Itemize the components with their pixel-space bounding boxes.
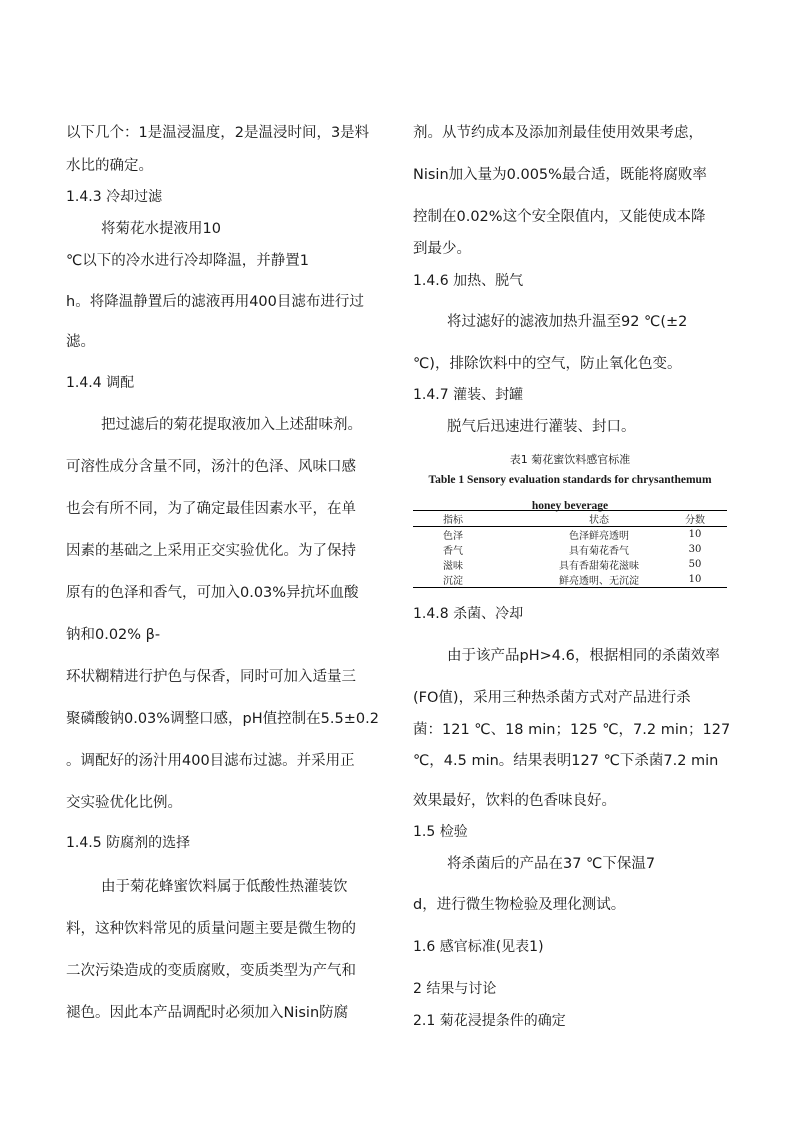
body-line: ℃以下的冷水进行冷却降温，并静置1 bbox=[66, 253, 310, 269]
body-line: 效果最好，饮料的色香味良好。 bbox=[413, 793, 616, 809]
body-line: 因素的基础之上采用正交实验优化。为了保持 bbox=[66, 543, 356, 559]
body-line: ℃，4.5 min。结果表明127 ℃下杀菌7.2 min bbox=[413, 753, 719, 769]
body-line: 脱气后迅速进行灌装、封口。 bbox=[447, 419, 636, 435]
body-line: 钠和0.02% β- bbox=[66, 627, 161, 643]
column-header: 指标 bbox=[443, 515, 463, 526]
section-heading-1-5: 1.5 检验 bbox=[413, 824, 468, 840]
body-line: 可溶性成分含量不同，汤汁的色泽、风味口感 bbox=[66, 459, 356, 475]
table-cell: 具有香甜菊花滋味 bbox=[559, 561, 639, 572]
body-line: 滤。 bbox=[66, 334, 95, 350]
body-line: 料，这种饮料常见的质量问题主要是微生物的 bbox=[66, 921, 356, 937]
body-line: 交实验优化比例。 bbox=[66, 795, 182, 811]
body-line: 褪色。因此本产品调配时必须加入Nisin防腐 bbox=[66, 1005, 349, 1021]
section-heading-1-6: 1.6 感官标准(见表1) bbox=[413, 939, 544, 955]
section-heading-1-4-6: 1.4.6 加热、脱气 bbox=[413, 273, 524, 289]
body-line: 环状糊精进行护色与保香，同时可加入适量三 bbox=[66, 669, 356, 685]
sensory-standards-table bbox=[413, 510, 727, 588]
section-heading-2-1: 2.1 菊花浸提条件的确定 bbox=[413, 1013, 566, 1029]
body-line: (FO值)，采用三种热杀菌方式对产品进行杀 bbox=[413, 690, 691, 706]
table-row bbox=[413, 527, 727, 543]
table-cell: 10 bbox=[688, 574, 702, 585]
table-cell: 色泽鲜亮透明 bbox=[569, 531, 629, 542]
section-heading-1-4-7: 1.4.7 灌装、封罐 bbox=[413, 387, 524, 403]
column-header: 分数 bbox=[685, 515, 705, 526]
section-heading-1-4-8: 1.4.8 杀菌、冷却 bbox=[413, 606, 524, 622]
body-line: 将过滤好的滤液加热升温至92 ℃(±2 bbox=[447, 314, 688, 330]
table-row bbox=[413, 557, 727, 572]
table-cell: 香气 bbox=[443, 546, 463, 557]
table-cell: 10 bbox=[688, 529, 702, 540]
body-line: 以下几个：1是温浸温度，2是温浸时间，3是料 bbox=[66, 125, 370, 141]
body-line: 将菊花水提液用10 bbox=[101, 221, 221, 237]
body-line: 二次污染造成的变质腐败，变质类型为产气和 bbox=[66, 963, 356, 979]
body-line: 将杀菌后的产品在37 ℃下保温7 bbox=[447, 856, 656, 872]
body-line: 。调配好的汤汁用400目滤布过滤。并采用正 bbox=[66, 753, 355, 769]
section-heading-1-4-3: 1.4.3 冷却过滤 bbox=[66, 189, 163, 205]
body-line: d，进行微生物检验及理化测试。 bbox=[413, 897, 626, 913]
table-cell: 具有菊花香气 bbox=[569, 546, 629, 557]
table-cell: 鲜亮透明、无沉淀 bbox=[559, 576, 639, 587]
section-heading-2: 2 结果与讨论 bbox=[413, 981, 497, 997]
table-header-row bbox=[413, 511, 727, 527]
body-line: 菌：121 ℃、18 min；125 ℃，7.2 min；127 bbox=[413, 722, 731, 738]
body-line: Nisin加入量为0.005%最合适，既能将腐败率 bbox=[413, 167, 707, 183]
table-caption-en: Table 1 Sensory evaluation standards for chrysanthemum honey beverage bbox=[428, 474, 712, 512]
column-header: 状态 bbox=[589, 515, 609, 526]
body-line: h。将降温静置后的滤液再用400目滤布进行过 bbox=[66, 294, 364, 310]
body-line: 由于该产品pH>4.6，根据相同的杀菌效率 bbox=[447, 648, 720, 664]
body-line: 控制在0.02%这个安全限值内，又能使成本降 bbox=[413, 209, 706, 225]
table-row bbox=[413, 542, 727, 557]
table-cell: 50 bbox=[688, 559, 702, 570]
body-line: 把过滤后的菊花提取液加入上述甜味剂。 bbox=[101, 417, 362, 433]
table-caption-cn: 表1 菊花蜜饮料感官标准 bbox=[509, 453, 631, 466]
body-line: 由于菊花蜂蜜饮料属于低酸性热灌装饮 bbox=[101, 879, 348, 895]
body-line: 也会有所不同，为了确定最佳因素水平，在单 bbox=[66, 501, 356, 517]
table-cell: 滋味 bbox=[443, 561, 463, 572]
body-line: 聚磷酸钠0.03%调整口感，pH值控制在5.5±0.2 bbox=[66, 711, 379, 727]
table-cell: 30 bbox=[688, 544, 702, 555]
body-line: 剂。从节约成本及添加剂最佳使用效果考虑， bbox=[413, 125, 703, 141]
section-heading-1-4-5: 1.4.5 防腐剂的选择 bbox=[66, 835, 191, 851]
table-cell: 沉淀 bbox=[443, 576, 463, 587]
section-heading-1-4-4: 1.4.4 调配 bbox=[66, 375, 135, 391]
body-line: ℃)，排除饮料中的空气，防止氧化色变。 bbox=[413, 356, 682, 372]
table-cell: 色泽 bbox=[443, 531, 463, 542]
body-line: 到最少。 bbox=[413, 241, 471, 257]
body-line: 原有的色泽和香气，可加入0.03%异抗坏血酸 bbox=[66, 585, 359, 601]
body-line: 水比的确定。 bbox=[66, 158, 153, 174]
table-row bbox=[413, 572, 727, 588]
